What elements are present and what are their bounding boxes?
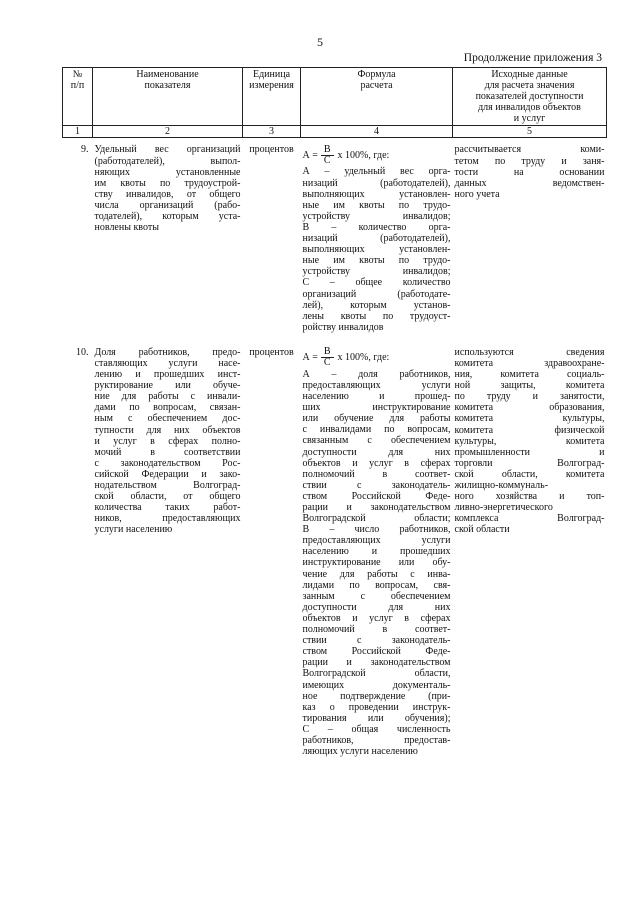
indicator-name-line: ской области, от общего (94, 491, 241, 503)
header-text: п/п (70, 80, 85, 92)
header-text: Исходные данные (491, 69, 568, 80)
table-row (63, 347, 607, 757)
formula-description-line: чение для работы с инва- (302, 568, 451, 580)
formula-description-line: тирования или обучения); (302, 712, 451, 724)
source-data-line: культуры, комитета (454, 435, 605, 447)
source-data-line: по труду и занятости, (454, 391, 605, 403)
formula-description-line: ное подтверждение (при- (302, 690, 451, 702)
column-header-5 (453, 68, 607, 126)
indicator-name-line: Доля работников, предо- (94, 346, 241, 358)
source-data-line: промышленности и (454, 446, 605, 458)
indicator-name-line: дами по вопросам, связан- (94, 402, 241, 414)
formula-description-line: занным с обеспечением (302, 590, 451, 602)
fraction-denominator: С (323, 357, 331, 369)
formula-description-line: населению и прошед- (302, 391, 451, 403)
indicator-name-line: ников, предоставляющих (94, 513, 241, 525)
header-text: Единица (252, 69, 291, 80)
source-data-line: ливно-энергетического (454, 502, 553, 514)
formula-description-line: ные им квоты по трудо- (302, 255, 451, 267)
formula-description-line: ствии с законодатель- (302, 479, 451, 491)
source-data-line: комплекса Волгоград- (454, 513, 605, 525)
source-data-line: тетом по труду и заня- (454, 155, 605, 167)
fraction-numerator: В (321, 347, 334, 358)
header-text: Наименование (136, 69, 199, 80)
formula-description-line: А – удельный вес орга- (302, 166, 451, 178)
column-number-row (63, 126, 607, 138)
formula-description-line: А – доля работников, (302, 368, 451, 380)
formula-description-line: устройству инвалидов; (302, 266, 451, 278)
source-data-cell (453, 138, 607, 333)
column-number: 4 (301, 126, 453, 138)
source-data-line: комитета культуры, (454, 413, 605, 425)
header-text: показателей доступности (475, 91, 584, 103)
table-row (63, 138, 607, 333)
indicator-name-line: новлены квоты (94, 222, 159, 234)
formula-description-line: ством Российской Феде- (302, 646, 451, 658)
indicator-name-line: лению и прошедших инст- (94, 369, 241, 381)
indicator-name (93, 138, 243, 333)
formula (303, 144, 451, 166)
source-data-line: рассчитывается коми- (454, 144, 605, 156)
formula-cell (301, 138, 453, 333)
formula-description-line: имеющих документаль- (302, 679, 451, 691)
indicator-name-line: количества таких работ- (94, 502, 241, 514)
source-data-line: ской области (454, 524, 510, 536)
formula-description-line: работников, предостав- (302, 734, 451, 746)
formula (303, 347, 451, 369)
formula-description-line: полномочий в соответ- (302, 468, 451, 480)
formula-description-line: населению и прошедших (302, 546, 451, 558)
formula-description-line: рации и законодательством (302, 657, 451, 669)
header-text: для инвалидов объектов (478, 102, 581, 114)
source-data-line: ния, комитета социаль- (454, 369, 605, 381)
formula-description-line: устройству инвалидов; (302, 210, 451, 222)
formula-description-line: С – общее количество (302, 277, 451, 289)
indicator-name-line: им квоты по трудоустрой- (94, 177, 241, 189)
formula-description-line: ствии с законодатель- (302, 635, 451, 647)
row-number: 10. (76, 346, 89, 358)
indicator-name-line: ние для работы с инвали- (94, 391, 241, 403)
indicator-table (62, 67, 607, 757)
formula-description-line: лидами по вопросам, свя- (302, 579, 451, 591)
formula-description-line: С – общая численность (302, 723, 451, 735)
formula-fraction (321, 347, 334, 368)
formula-description-line: полномочий в соответ- (302, 624, 451, 636)
indicator-name-line: с законодательством Рос- (94, 457, 241, 469)
indicator-name-line: ставляющих услуги насе- (94, 357, 241, 369)
column-header-1 (63, 68, 93, 126)
indicator-name-line: няющих установленные (94, 166, 241, 178)
formula-description-line: выполняющих установлен- (302, 244, 451, 256)
formula-description-line: низаций (работодателей), (302, 177, 451, 189)
formula-description-line: ством Российской Феде- (302, 490, 451, 502)
formula-description-line: лей), которым установ- (302, 299, 451, 311)
source-data-line: ного учета (454, 188, 500, 200)
header-text: Формула (357, 69, 396, 80)
indicator-name-line: и услуг в сферах полно- (94, 435, 241, 447)
formula-description-line: ные им квоты по трудо- (302, 199, 451, 211)
indicator-name-line: мочий в соответствии (94, 446, 241, 458)
header-text: расчета (360, 80, 393, 92)
header-text: показателя (144, 80, 191, 92)
formula-cell (301, 347, 453, 757)
indicator-name-line: числа организаций (рабо- (94, 199, 241, 211)
page-number: 5 (317, 35, 323, 49)
formula-description-line: ших инструктирование (302, 402, 451, 414)
formula-description-line: доступности для них (302, 446, 451, 458)
formula-description-line: каз о проведении инструк- (302, 701, 451, 713)
formula-description-line: объектов и услуг в сферах (302, 457, 451, 469)
formula-description-line: Волгоградской области, (302, 668, 451, 680)
indicator-name-line: ным с обеспечением дос- (94, 413, 241, 425)
source-data-cell (453, 347, 607, 757)
fraction-denominator: С (323, 154, 331, 166)
row-spacer (63, 333, 607, 347)
indicator-name-line: ству инвалидов, от общего (94, 188, 241, 200)
formula-description-line: организаций (работодате- (302, 288, 451, 300)
indicator-name-line: Удельный вес организаций (94, 144, 241, 156)
header-text: измерения (249, 80, 294, 92)
indicator-name-line: сийской Федерации и зако- (94, 468, 241, 480)
header-text: № (72, 69, 83, 80)
source-data-line: тости на основании (454, 166, 605, 178)
row-number: 9. (81, 144, 89, 156)
formula-description-line: рации и законодательством (302, 502, 451, 513)
formula-lhs: А = (302, 149, 318, 161)
source-data-line: комитета физической (454, 424, 605, 436)
source-data-line: используются сведения (454, 346, 605, 358)
source-data-line: ской области, комитета (454, 468, 605, 480)
formula-description-line: или обучение для работы (302, 413, 451, 425)
source-data-line: жилищно-коммуналь- (454, 480, 549, 491)
formula-description-line: лены квоты по трудоуст- (302, 310, 451, 322)
formula-description-line: ляющих услуги населению (302, 746, 418, 758)
source-data-line: комитета здравоохране- (454, 357, 605, 369)
column-number: 5 (453, 126, 607, 138)
formula-description-line: выполняющих установлен- (302, 188, 451, 200)
unit-cell (243, 347, 301, 757)
source-data-line: данных ведомствен- (454, 177, 605, 189)
formula-description-line: объектов и услуг в сферах (302, 612, 451, 624)
header-text: для расчета значения (484, 80, 575, 92)
source-data-line: ной защиты, комитета (454, 380, 605, 392)
source-data-line: комитета образования, (454, 402, 605, 414)
formula-description-line: низаций (работодателей), (302, 233, 451, 245)
unit-text: процентов (249, 144, 294, 156)
indicator-name-line: тупности для них объектов (94, 424, 241, 436)
formula-description-line: Волгоградской области; (302, 513, 451, 525)
column-header-2 (93, 68, 243, 126)
indicator-name-line: тодателей), которым уста- (94, 211, 241, 223)
column-header-4 (301, 68, 453, 126)
source-data-line: ного хозяйства и топ- (454, 491, 605, 503)
formula-rhs: x 100%, где: (337, 149, 390, 161)
formula-description-line: В – количество орга- (302, 221, 451, 233)
header-text: и услуг (513, 113, 546, 125)
column-number: 1 (63, 126, 93, 138)
indicator-name-line: нодательством Волгоград- (94, 480, 241, 491)
unit-cell (243, 138, 301, 333)
formula-description-line: инструктирование или обу- (302, 557, 451, 569)
table-body (63, 138, 607, 757)
formula-fraction (321, 145, 334, 166)
formula-lhs: А = (302, 352, 318, 364)
formula-description-line: предоставляющих услуги (302, 535, 451, 547)
formula-description-line: предоставляющих услуги (302, 379, 451, 391)
formula-description-line: В – число работников, (302, 524, 451, 536)
indicator-name-line: руктирование или обуче- (94, 380, 241, 392)
fraction-numerator: В (321, 145, 334, 156)
formula-description-line: связанным с обеспечением (302, 435, 451, 447)
continuation-label: Продолжение приложения 3 (463, 52, 602, 64)
column-number: 2 (93, 126, 243, 138)
indicator-name-line: (работодателей), выпол- (94, 155, 241, 167)
source-data-line: торговли Волгоград- (454, 457, 605, 469)
formula-rhs: x 100%, где: (337, 352, 390, 364)
unit-text: процентов (249, 346, 294, 358)
spacer-cell (63, 333, 607, 347)
indicator-name-line: услуги населению (94, 524, 173, 536)
column-number: 3 (243, 126, 301, 138)
column-header-3 (243, 68, 301, 126)
formula-description-line: доступности для них (302, 601, 451, 613)
formula-description-line: ройству инвалидов (302, 321, 384, 333)
header-row (63, 68, 607, 126)
formula-description-line: с инвалидами по вопросам, (302, 424, 451, 436)
indicator-name (93, 347, 243, 757)
